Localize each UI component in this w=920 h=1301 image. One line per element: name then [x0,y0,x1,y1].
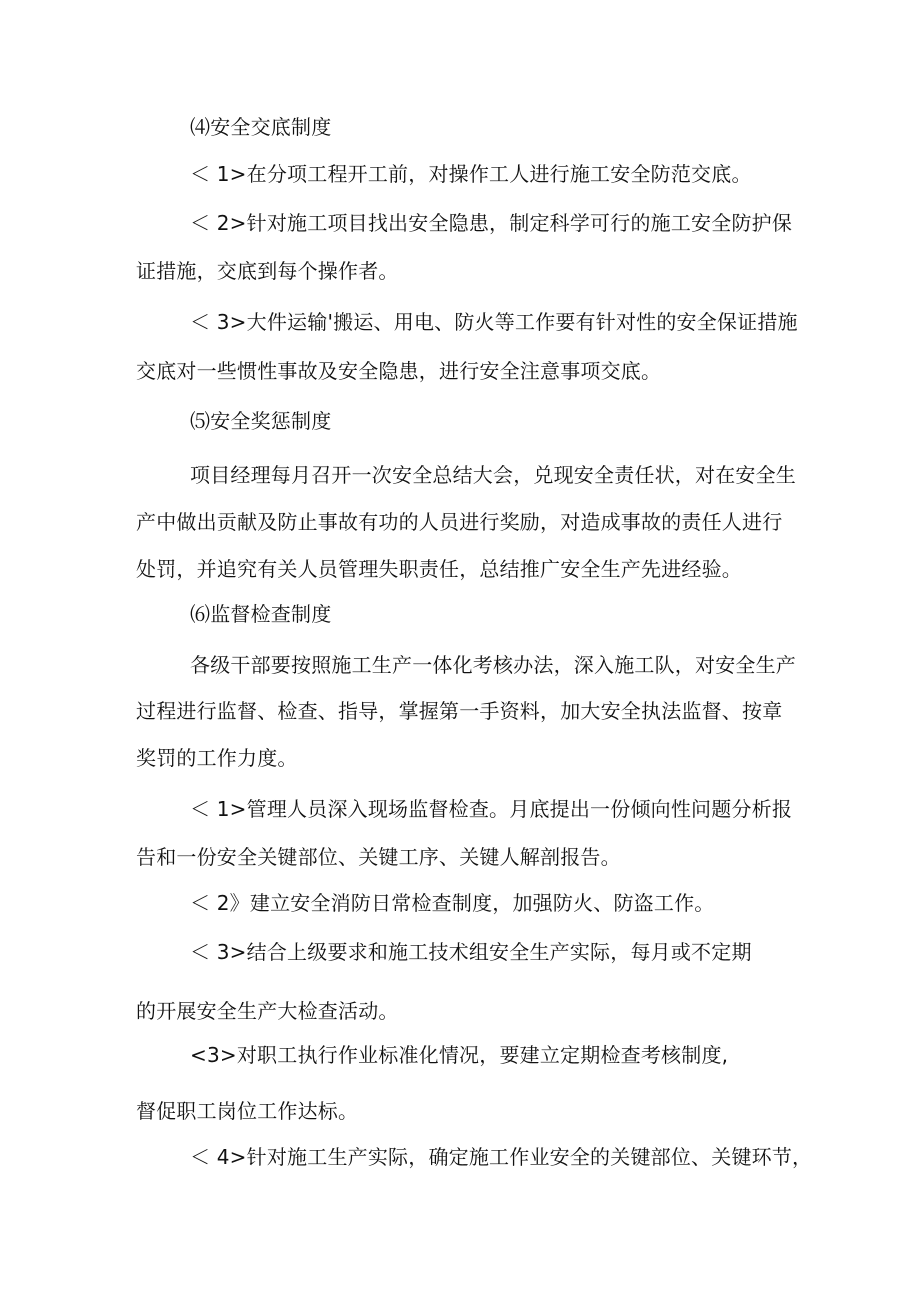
text-line: ＜ 2》建立安全消防日常检查制度，加强防火、防盗工作。 [190,891,715,915]
text-line: <3>对职工执行作业标准化情况，要建立定期检查考核制度, [190,1043,729,1067]
text-line: ＜ 1>管理人员深入现场监督检查。月底提出一份倾向性问题分析报 [190,797,793,821]
text-line: 交底对一些惯性事故及安全隐患，进行安全注意事项交底。 [136,359,662,383]
text-line: ＜ 4>针对施工生产实际，确定施工作业安全的关键部位、关键环节， [190,1145,813,1169]
text-line: 告和一份安全关键部位、关键工序、关键人解剖报告。 [136,845,621,869]
text-line: 督促职工岗位工作达标。 [136,1099,359,1123]
text-line: 奖罚的工作力度。 [136,746,298,770]
text-line: ＜ 3>结合上级要求和施工技术组安全生产实际，每月或不定期 [190,940,752,964]
text-line: 处罚，并追究有关人员管理失职责任，总结推广安全生产先进经验。 [136,557,742,581]
section-heading-rewards-penalties: ⑸安全奖惩制度 [190,409,332,433]
text-line: 证措施，交底到每个操作者。 [136,259,399,283]
section-heading-safety-briefing: ⑷安全交底制度 [190,115,332,139]
section-heading-supervision-inspection: ⑹监督检查制度 [190,602,332,626]
text-line: 项目经理每月召开一次安全总结大会，兑现安全责任状，对在安全生 [190,463,796,487]
text-line: ＜ 3>大件运输'搬运、用电、防火等工作要有针对性的安全保证措施 [190,310,798,334]
text-line: 过程进行监督、检查、指导，掌握第一手资料，加大安全执法监督、按章 [136,699,783,723]
text-line: 各级干部要按照施工生产一体化考核办法，深入施工队，对安全生产 [190,653,796,677]
text-line: ＜ 2>针对施工项目找出安全隐患，制定科学可行的施工安全防护保 [190,211,793,235]
text-line: 的开展安全生产大检查活动。 [136,999,399,1023]
text-line: ＜ 1>在分项工程开工前，对操作工人进行施工安全防范交底。 [190,162,752,186]
text-line: 产中做出贡献及防止事故有功的人员进行奖励，对造成事故的责任人进行 [136,510,783,534]
